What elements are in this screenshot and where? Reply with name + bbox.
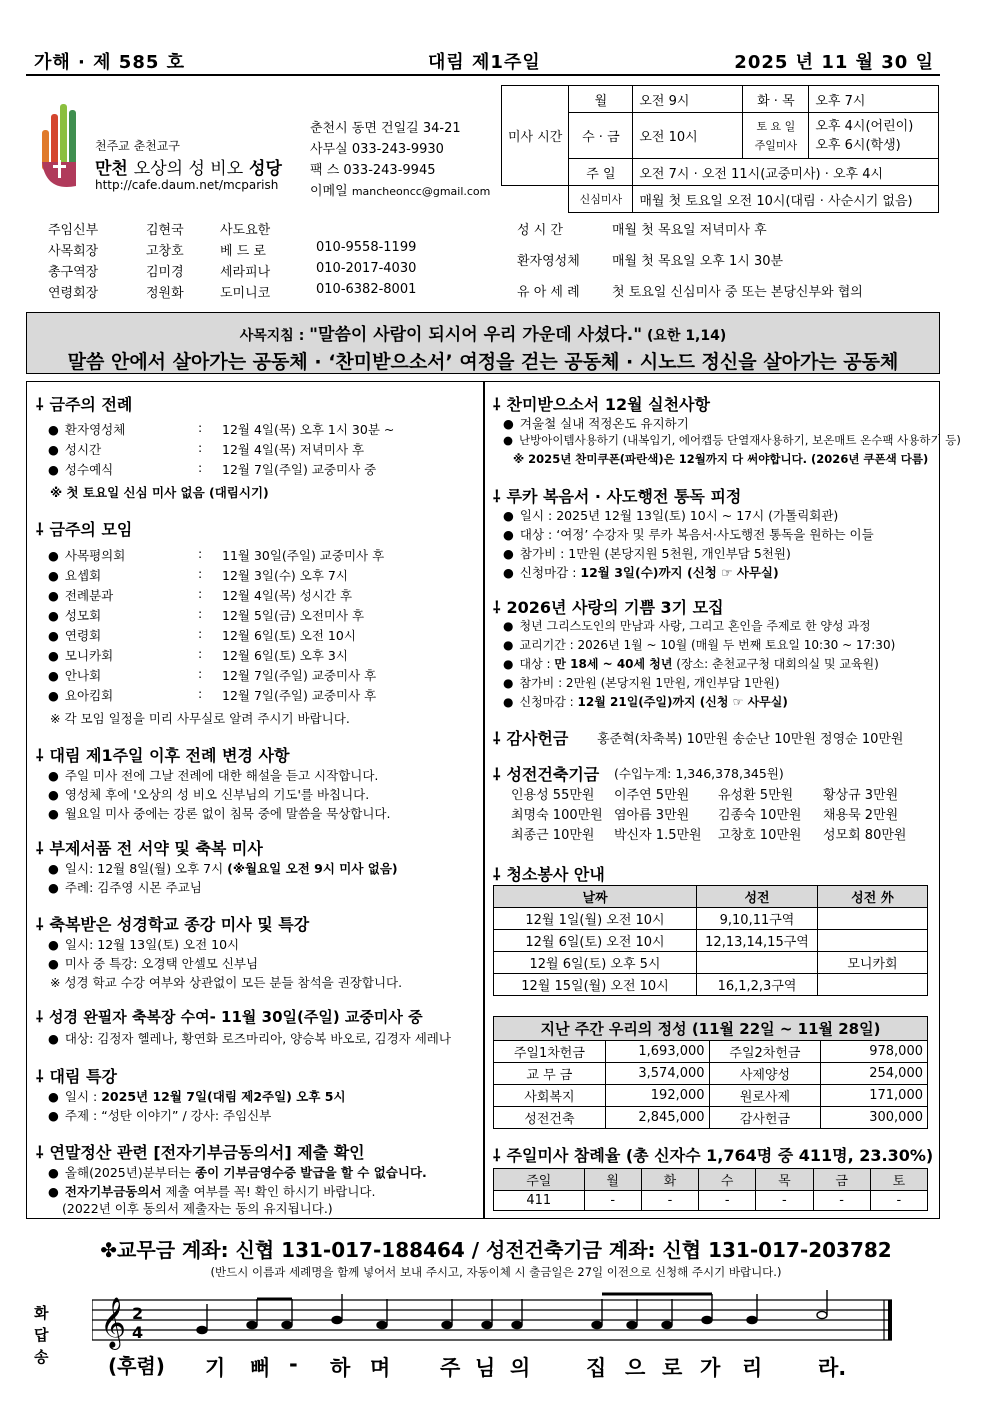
lyric-syllable: -	[289, 1352, 298, 1376]
table-header: 월	[584, 1169, 641, 1191]
mass-time: 오전 9시	[633, 86, 743, 113]
table-cell: 성전건축	[494, 1107, 606, 1129]
section-title: ⸸ 찬미받으소서 12월 실천사항	[493, 395, 710, 414]
donor-entry: 최명숙 100만원	[511, 808, 603, 823]
table-cell: -	[641, 1191, 698, 1211]
treble-clef-icon: 𝄞	[100, 1297, 127, 1348]
list-item: ● 신청마감 : 12월 21일(주일)까지 (신청 ☞ 사무실)	[503, 695, 788, 709]
note-head	[592, 1321, 602, 1328]
section-bullet-icon: ⸸	[493, 598, 501, 617]
mass-time: 오전 10시	[633, 113, 743, 159]
section-title: ⸸ 루카 복음서 · 사도행전 통독 피정	[493, 487, 742, 506]
note-head	[702, 1316, 712, 1323]
note-head	[332, 1316, 342, 1323]
donor-entry: 이주연 5만원	[614, 788, 690, 803]
list-item: ● 영성체 후에 '오상의 성 비오 신부님의 기도'를 바칩니다.	[48, 787, 370, 802]
list-item: ● 참가비 : 1만원 (본당지원 5천원, 개인부담 5천원)	[503, 546, 791, 561]
list-item: ● 성시간 : 12월 4일(목) 저녁미사 후	[48, 440, 365, 457]
note-head	[817, 1311, 827, 1318]
table-row	[494, 1063, 928, 1085]
staff-list	[48, 219, 468, 303]
note-head	[197, 1326, 207, 1333]
list-item: ● 참가비 : 2만원 (본당지원 1만원, 개인부담 1만원)	[503, 676, 780, 690]
banner-line2: 말씀 안에서 살아가는 공동체 · ‘찬미받으소서’ 여정을 걷는 공동체 · 시노드 정신을 살아가는 공동체	[67, 351, 899, 373]
list-item: ● 환자영성체 : 12월 4일(목) 오후 1시 30분 ~	[48, 420, 395, 437]
donor-entry: 김종숙 10만원	[718, 808, 802, 823]
list-item: ● 연령회 : 12월 6일(토) 오전 10시	[48, 626, 356, 643]
donor-entry: 박신자 1.5만원	[614, 828, 702, 843]
table-cell: 주일1차헌금	[494, 1041, 606, 1063]
svg-text:2: 2	[132, 1304, 144, 1323]
table-header: 금	[813, 1169, 870, 1191]
cafe-link[interactable]: http://cafe.daum.net/mcparish	[95, 178, 279, 192]
staff-row: 사목회장 고창호 베 드 로 010-9558-1199	[48, 240, 417, 259]
list-item: ● 난방아이템사용하기 (내복입기, 에어캡등 단열재사용하기, 보온매트 온수팩 사용하기 등)	[503, 433, 961, 447]
table-cell: 300,000	[821, 1107, 928, 1129]
table-header: 토	[870, 1169, 927, 1191]
issue-number: 가해 · 제 585 호	[34, 52, 186, 73]
note: ※ 첫 토요일 신심 미사 없음 (대림시기)	[50, 485, 269, 500]
section-bullet-icon: ⸸	[36, 746, 44, 765]
section-bullet-icon: ⸸	[36, 1143, 44, 1162]
table-cell: 사제양성	[709, 1063, 821, 1085]
lyric-syllable: 주	[440, 1356, 461, 1380]
list-item: ● 신청마감 : 12월 3일(수)까지 (신청 ☞ 사무실)	[503, 565, 779, 580]
section-bullet-icon: ⸸	[493, 1146, 501, 1165]
fax-label: 팩 스	[310, 163, 340, 178]
lyric-syllable: 집	[586, 1356, 607, 1380]
offering-title: 지난 주간 우리의 정성 (11월 22일 ~ 11월 28일)	[494, 1017, 928, 1041]
table-cell: -	[699, 1191, 756, 1211]
table-cell: 9,10,11구역	[697, 908, 818, 930]
section-title: ⸸ 대림 제1주일 이후 전례 변경 사항	[36, 746, 290, 765]
table-cell	[818, 974, 928, 996]
note: ※ 성경 학교 수강 여부와 상관없이 모든 분들 참석을 권장합니다.	[50, 975, 403, 990]
mass-day: 수 · 금	[569, 113, 633, 159]
table-cell: 교 무 금	[494, 1063, 606, 1085]
section-bullet-icon: ⸸	[493, 865, 501, 884]
list-item: ● 일시 : 2025년 12월 13일(토) 10시 ~ 17시 (가톨릭회관)	[503, 508, 839, 523]
music-staff	[92, 1290, 912, 1350]
table-cell: -	[870, 1191, 927, 1211]
table-header: 날짜	[494, 886, 697, 908]
refrain-label: (후렴)	[108, 1354, 165, 1378]
list-item: ● 요아킴회 : 12월 7일(주일) 교중미사 후	[48, 686, 377, 703]
note-head	[282, 1321, 292, 1328]
list-item: ● 성모회 : 12월 5일(금) 오전미사 후	[48, 606, 365, 623]
table-cell	[818, 908, 928, 930]
list-item: ● 안나회 : 12월 7일(주일) 교중미사 후	[48, 666, 377, 683]
table-cell: 12월 6일(토) 오후 5시	[494, 952, 697, 974]
mass-time: 매월 첫 토요일 오전 10시(대림 · 사순시기 없음)	[633, 186, 939, 213]
table-cell: 1,693,000	[605, 1041, 709, 1063]
mass-time: 오전 7시 · 오전 11시(교중미사) · 오후 4시	[633, 159, 939, 186]
table-header: 성전 外	[818, 886, 928, 908]
table-cell: 3,574,000	[605, 1063, 709, 1085]
mass-day: 화 · 목	[743, 86, 809, 113]
table-row	[494, 1041, 928, 1063]
banner-ref: (요한 1,14)	[647, 328, 727, 344]
thanks-text: 홍준혁(차축복) 10만원 송순난 10만원 정영순 10만원	[597, 732, 904, 747]
section-bullet-icon: ⸸	[36, 395, 44, 414]
list-item: ● 대상: 김정자 헬레나, 황연화 로즈마리아, 양승복 바오로, 김경자 세레나	[48, 1031, 451, 1046]
lyric-syllable: 가	[700, 1356, 721, 1380]
mass-times-table	[501, 85, 939, 213]
table-cell	[818, 930, 928, 952]
lyric-syllable: 며	[370, 1356, 391, 1380]
section-title: ⸸ 감사헌금	[493, 729, 569, 748]
list-item: ● 일시: 12월 13일(토) 오전 10시	[48, 937, 240, 952]
email-label: 이메일	[310, 184, 348, 199]
table-cell: 12월 15일(월) 오전 10시	[494, 974, 697, 996]
donor-entry: 성모회 80만원	[823, 828, 907, 843]
issue-header	[26, 44, 940, 76]
parish-name-c: 성당	[249, 159, 282, 179]
list-item: ● 올해(2025년)분부터는 종이 기부금영수증 발급을 할 수 없습니다.	[48, 1165, 427, 1180]
fax-number: 033-243-9945	[343, 163, 436, 178]
table-cell: 12,13,14,15구역	[697, 930, 818, 952]
donor-entry: 인용성 55만원	[511, 788, 595, 803]
psalm-label: 화 답 송	[34, 1304, 49, 1366]
note-head	[627, 1321, 637, 1328]
note-head	[747, 1316, 757, 1323]
table-cell: 12월 1일(월) 오전 10시	[494, 908, 697, 930]
table-cell: 12월 6일(토) 오전 10시	[494, 930, 697, 952]
table-row	[494, 974, 928, 996]
table-cell: 2,845,000	[605, 1107, 709, 1129]
section-title: ⸸ 2026년 사랑의 기쁨 3기 모집	[493, 598, 724, 617]
list-item: ● 주일 미사 전에 그날 전례에 대한 해설을 듣고 시작합니다.	[48, 768, 379, 783]
note-head	[512, 1321, 522, 1328]
address: 춘천시 동면 건일길 34-21	[310, 121, 461, 136]
staff-row: 연령회장 정원화 도미니코 010-6382-8001	[48, 282, 417, 301]
diocese: 천주교 춘천교구	[95, 139, 180, 153]
donor-entry: 유성환 5만원	[718, 788, 794, 803]
donor-entry: 채용묵 2만원	[823, 808, 899, 823]
lyric-syllable: 의	[510, 1356, 531, 1380]
section-title: ⸸ 연말정산 관련 [전자기부금동의서] 제출 확인	[36, 1143, 365, 1162]
section-bullet-icon: ⸸	[36, 839, 44, 858]
mass-day: 신심미사	[569, 186, 633, 213]
section-title: ⸸ 대림 특강	[36, 1067, 117, 1086]
parish-name-a: 만천	[95, 159, 128, 179]
building-total: (수입누계: 1,346,378,345원)	[614, 766, 784, 781]
note-head	[442, 1321, 452, 1328]
list-item: ● 청년 그리스도인의 만남과 사랑, 그리고 혼인을 주제로 한 양성 과정	[503, 619, 871, 633]
list-item: ● 월요일 미사 중에는 강론 없이 침묵 중에 말씀을 묵상합니다.	[48, 806, 391, 821]
table-header: 수	[699, 1169, 756, 1191]
lyric-syllable: 으	[625, 1356, 646, 1380]
section-bullet-icon: ⸸	[36, 1008, 44, 1026]
table-header: 화	[641, 1169, 698, 1191]
section-title: ⸸ 성경 완필자 축복장 수여- 11월 30일(주일) 교중미사 중	[36, 1008, 423, 1026]
list-item: ● 전자기부금동의서 제출 여부를 꼭! 확인 하시기 바랍니다.	[48, 1184, 376, 1199]
donor-entry: 염아름 3만원	[614, 808, 690, 823]
email[interactable]: mancheoncc@gmail.com	[351, 185, 491, 198]
account-note: (반드시 이름과 세례명을 함께 넣어서 보내 주시고, 자동이체 시 출금일은 27일 이전으로 신청해 주시기 바랍니다.)	[210, 1265, 782, 1279]
parish-contact	[310, 118, 490, 202]
list-item: ● 성수예식 : 12월 7일(주일) 교중미사 중	[48, 460, 377, 477]
mass-day: 월	[569, 86, 633, 113]
table-cell: 감사헌금	[709, 1107, 821, 1129]
table-cell: 171,000	[821, 1085, 928, 1107]
table-header: 목	[756, 1169, 813, 1191]
table-header: 성전	[697, 886, 818, 908]
note: ※ 각 모임 일정을 미리 사무실로 알려 주시기 바랍니다.	[50, 711, 350, 726]
mass-day: 주 일	[569, 159, 633, 186]
section-bullet-icon: ⸸	[493, 765, 501, 784]
lyric-syllable: 뻐	[250, 1356, 271, 1380]
section-title: ⸸ 부제서품 전 서약 및 축복 미사	[36, 839, 263, 858]
table-cell: 192,000	[605, 1085, 709, 1107]
sunday-name: 대림 제1주일	[428, 52, 541, 73]
note-head	[247, 1321, 257, 1328]
table-cell: -	[584, 1191, 641, 1211]
mass-time: 오후 7시	[809, 86, 939, 113]
lyric-syllable: 리	[742, 1356, 763, 1380]
table-cell: 원로사제	[709, 1085, 821, 1107]
banner-quote: "말씀이 사람이 되시어 우리 가운데 사셨다."	[309, 325, 643, 345]
parish-name	[95, 154, 282, 179]
section-title: ⸸ 청소봉사 안내	[493, 865, 605, 884]
account-info: ✤교무금 계좌: 신협 131-017-188464 / 성전건축기금 계좌: 신협 131-017-203782	[100, 1238, 892, 1262]
parish-logo-icon	[40, 100, 82, 192]
donor-entry: 최종근 10만원	[511, 828, 595, 843]
table-cell: -	[756, 1191, 813, 1211]
list-item: ● 주례: 김주영 시몬 주교님	[48, 880, 202, 895]
table-row	[494, 1085, 928, 1107]
lyric-syllable: 기	[205, 1356, 226, 1380]
note-head	[482, 1321, 492, 1328]
list-item: ● 일시 : 2025년 12월 7일(대림 제2주일) 오후 5시	[48, 1089, 346, 1104]
column-divider	[483, 381, 485, 1219]
section-title: ⸸ 주일미사 참례율 (총 신자수 1,764명 중 411명, 23.30%)	[493, 1146, 934, 1165]
list-item: ● 주제 : “성탄 이야기” / 강사: 주임신부	[48, 1108, 272, 1123]
section-bullet-icon: ⸸	[493, 487, 501, 506]
cleaning-table	[493, 885, 928, 996]
table-cell: 주일2차헌금	[709, 1041, 821, 1063]
table-cell: 모니카회	[818, 952, 928, 974]
list-item: ● 모니카회 : 12월 6일(토) 오후 3시	[48, 646, 348, 663]
staff-row: 주임신부 김현국 사도요한	[48, 223, 271, 238]
mass-time-label: 미사 시간	[502, 86, 569, 186]
section-title: ⸸ 금주의 전례	[36, 395, 133, 414]
section-title: ⸸ 성전건축기금	[493, 765, 600, 784]
table-cell: 16,1,2,3구역	[697, 974, 818, 996]
offering-table	[493, 1016, 928, 1129]
table-cell: -	[813, 1191, 870, 1211]
table-cell: 254,000	[821, 1063, 928, 1085]
table-cell: 411	[494, 1191, 585, 1211]
table-cell: 978,000	[821, 1041, 928, 1063]
donor-entry: 고창호 10만원	[718, 828, 802, 843]
lyric-syllable: 님	[475, 1356, 496, 1380]
table-row	[494, 930, 928, 952]
list-item: ● 겨울철 실내 적정온도 유지하기	[503, 416, 689, 431]
note: (2022년 이후 동의서 제출자는 동의 유지됩니다.)	[62, 1201, 333, 1216]
issue-date: 2025 년 11 월 30 일	[734, 52, 934, 73]
mass-day: 토 요 일 주일미사	[743, 113, 809, 159]
list-item: ● 대상 : 만 18세 ~ 40세 청년 (장소: 춘천교구청 대회의실 및 교육원)	[503, 657, 879, 671]
list-item: ● 전례분과 : 12월 4일(목) 성시간 후	[48, 586, 353, 603]
table-row	[494, 1107, 928, 1129]
section-title: ⸸ 축복받은 성경학교 종강 미사 및 특강	[36, 915, 310, 934]
note-head	[662, 1321, 672, 1328]
list-item: ● 교리기간 : 2026년 1월 ~ 10월 (매월 두 번째 토요일 10:30 ~ 17:30)	[503, 638, 896, 652]
lyric-syllable: 하	[330, 1356, 351, 1380]
table-cell	[697, 952, 818, 974]
note: ※ 2025년 찬미쿠폰(파란색)은 12월까지 다 써야합니다. (2026년 쿠폰색 다름)	[513, 452, 929, 466]
list-item: ● 대상 : ‘여정’ 수강자 및 루카 복음서·사도행전 통독을 원하는 이들	[503, 527, 874, 542]
table-cell: 사회복지	[494, 1085, 606, 1107]
list-item: ● 일시: 12월 8일(월) 오후 7시 (※월요일 오전 9시 미사 없음)	[48, 861, 398, 876]
staff-row: 총구역장 김미경 세라피나 010-2017-4030	[48, 261, 417, 280]
office-phone: 033-243-9930	[351, 142, 444, 157]
pastoral-banner	[26, 312, 940, 374]
parish-name-b: 오상의 성 비오	[133, 159, 244, 179]
banner-prefix: 사목지침 :	[239, 328, 310, 344]
list-item: ● 미사 중 특강: 오경택 안셀모 신부님	[48, 956, 259, 971]
list-item: ● 사목평의회 : 11월 30일(주일) 교중미사 후	[48, 546, 385, 563]
svg-text:4: 4	[132, 1323, 144, 1342]
attendance-table	[493, 1168, 928, 1211]
note-head	[377, 1321, 387, 1328]
section-bullet-icon: ⸸	[36, 1067, 44, 1086]
table-header: 주일	[494, 1169, 585, 1191]
mass-time: 오후 4시(어린이) 오후 6시(학생)	[809, 113, 939, 159]
section-bullet-icon: ⸸	[36, 915, 44, 934]
section-bullet-icon: ⸸	[36, 520, 44, 539]
section-bullet-icon: ⸸	[493, 395, 501, 414]
table-row	[494, 952, 928, 974]
office-label: 사무실	[310, 142, 348, 157]
list-item: ● 요셉회 : 12월 3일(수) 오후 7시	[48, 566, 348, 583]
table-row	[494, 908, 928, 930]
donor-entry: 황상규 3만원	[823, 788, 899, 803]
section-bullet-icon: ⸸	[493, 729, 501, 748]
lyric-syllable: 라.	[818, 1356, 847, 1380]
section-title: ⸸ 금주의 모임	[36, 520, 133, 539]
lyric-syllable: 로	[662, 1356, 683, 1380]
